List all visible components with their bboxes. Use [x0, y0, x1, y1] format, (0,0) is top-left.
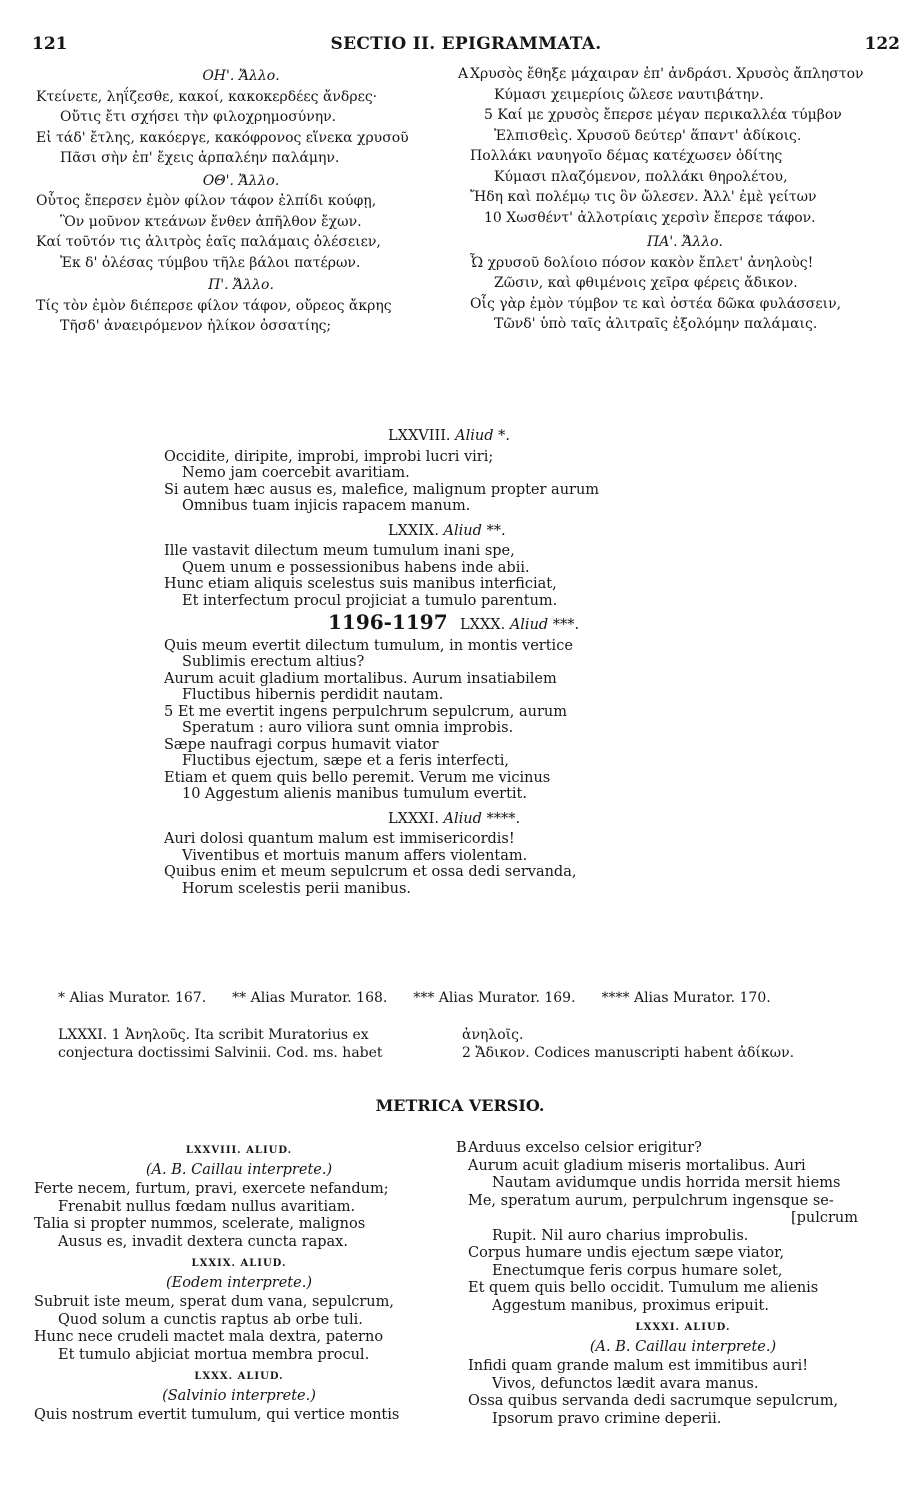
- epigram-heading: [164, 811, 744, 828]
- verse-line: Aurum acuit gladium mortalibus. Aurum insatiabilem: [164, 670, 557, 687]
- note-line: ἀνηλοῖς.: [462, 1027, 524, 1043]
- verse-line: [468, 1411, 898, 1429]
- verse-line: [34, 1347, 444, 1365]
- verse-line: 10 Aggestum alienis manibus tumulum evertit.: [182, 786, 527, 802]
- verse-line: Quem unum e possessionibus habens inde abii.: [182, 559, 530, 576]
- verse-line: [36, 191, 446, 212]
- section-heading: LXXVIII. ALIUD.: [185, 1145, 293, 1156]
- running-header: [32, 34, 900, 58]
- verse-line: [470, 105, 900, 126]
- verse-line: [34, 1312, 444, 1330]
- verse-text: Ὦ χρυσοῦ δολίοιο πόσον κακὸν ἔπλετ' ἀνηλοὺς!: [470, 254, 814, 271]
- verse-line: [470, 314, 900, 335]
- verse-text: Οὔτις ἔτι σχήσει τὴν φιλοχρημοσύνην.: [60, 109, 337, 125]
- verse-text: Ausus es, invadit dextera cuncta rapax.: [58, 1233, 348, 1250]
- verse-text: Aggestum manibus, proximus eripuit.: [492, 1297, 769, 1314]
- verse-line: [470, 187, 900, 208]
- margin-letter: B: [456, 1140, 467, 1156]
- epigram-number: LXXIX.: [388, 522, 439, 539]
- verse-text: Frenabit nullus fœdam nullus avaritiam.: [58, 1198, 356, 1215]
- footnote: **** Alias Murator. 170.: [601, 990, 771, 1006]
- verse-line: [468, 1298, 898, 1316]
- verse-line: [470, 294, 900, 315]
- verse-text: Πᾶσι σὴν ἐπ' ἔχεις ἁρπαλέην παλάμην.: [60, 150, 340, 166]
- verse-text: 10 Χωσθέντ' ἀλλοτρίαις χερσὶν ἔπερσε τάφον.: [484, 209, 816, 226]
- verse-line: [468, 1158, 898, 1176]
- verse-text: Χρυσὸς ἔθηξε μάχαιραν ἐπ' ἀνδράσι. Χρυσὸς ἄπληστον: [470, 66, 864, 82]
- verse-text: Ipsorum pravo crimine deperii.: [492, 1410, 722, 1427]
- verse-text: Corpus humare undis ejectum sæpe viator,: [468, 1245, 785, 1261]
- verse-text: Rupit. Nil auro charius improbulis.: [492, 1227, 749, 1244]
- margin-letter: A: [458, 66, 469, 82]
- verse-line: [470, 126, 900, 147]
- verse-text: Et tumulo abjiciat mortua membra procul.: [58, 1346, 370, 1363]
- interpreter-line: (A. B. Caillau interprete.): [145, 1161, 333, 1178]
- interpreter-line: (Eodem interprete.): [166, 1274, 312, 1291]
- verse-line: [468, 1228, 898, 1246]
- verse-line: [470, 273, 900, 294]
- verse-line: [468, 1210, 898, 1228]
- verse-text: Ferte necem, furtum, pravi, exercete nefandum;: [34, 1181, 389, 1197]
- epigram-title: Aliud *.: [455, 428, 510, 444]
- verse-line: [468, 1376, 898, 1394]
- verse-line: [468, 1393, 898, 1411]
- verse-text: Ἐκ δ' ὀλέσας τύμβου τῆλε βάλοι πατέρων.: [60, 254, 361, 271]
- section-heading: LXXIX. ALIUD.: [191, 1258, 287, 1269]
- section-heading: LXXX. ALIUD.: [194, 1371, 284, 1382]
- verse-line: [470, 85, 900, 106]
- epigram-number: LXXVIII.: [388, 428, 451, 444]
- verse-text: Οἷς γὰρ ἐμὸν τύμβον τε καὶ ὀστέα δῶκα φυλάσσειν,: [470, 295, 842, 312]
- verse-line: Et interfectum procul projiciat a tumulo parentum.: [182, 592, 558, 609]
- greek-column-right: [458, 64, 900, 335]
- note-line: LXXXI. 1 Ἀνηλοῦς. Ita scribit Muratorius ex: [58, 1027, 369, 1043]
- metrica-column-right: [456, 1140, 898, 1428]
- epigram-heading: [164, 523, 744, 540]
- verse-line: [36, 87, 446, 108]
- verse-line: [468, 1245, 898, 1263]
- verse-line: [36, 316, 446, 337]
- footnote: ** Alias Murator. 168.: [232, 990, 388, 1006]
- epigram-heading: ΟΘ'. Ἄλλο.: [202, 172, 280, 189]
- verse-line: Occidite, diripite, improbi, improbi lucri viri;: [164, 448, 494, 465]
- epigram-heading: ΠΑ'. Ἄλλο.: [647, 234, 723, 250]
- verse-line: [470, 146, 900, 167]
- page-number-left: 121: [32, 34, 68, 54]
- verse-line: [36, 212, 446, 233]
- verse-text: Et quem quis bello occidit. Tumulum me alienis: [468, 1280, 819, 1296]
- verse-text: Aurum acuit gladium miseris mortalibus. Auri: [468, 1157, 806, 1174]
- latin-translation: [164, 428, 744, 897]
- verse-line: [468, 1193, 898, 1211]
- epigram-number: LXXXI.: [388, 810, 439, 827]
- greek-column-left: [36, 64, 446, 337]
- verse-line: [456, 1140, 898, 1158]
- verse-line: [34, 1181, 444, 1199]
- verse-text: Τῆσδ' ἀναειρόμενον ἠλίκον ὀσσατίης;: [60, 318, 332, 334]
- verse-text: Arduus excelso celsior erigitur?: [468, 1140, 702, 1156]
- verse-line: Omnibus tuam injicis rapacem manum.: [182, 498, 471, 514]
- verse-line: [36, 232, 446, 253]
- verse-text: Nautam avidumque undis horrida mersit hiems: [492, 1175, 841, 1191]
- verse-text: Οὗτος ἔπερσεν ἐμὸν φίλον τάφον ἐλπίδι κούφῃ,: [36, 193, 377, 209]
- verse-text: Ossa quibus servanda dedi sacrumque sepulcrum,: [468, 1393, 839, 1409]
- verse-line: Hunc etiam aliquis scelestus suis manibus interficiat,: [164, 576, 557, 592]
- footnote: *** Alias Murator. 169.: [413, 990, 576, 1006]
- footnotes: [58, 990, 797, 1006]
- verse-line: [458, 64, 900, 85]
- verse-line: [34, 1216, 444, 1234]
- verse-line: Viventibus et mortuis manum affers violentam.: [182, 847, 528, 864]
- note-line: conjectura doctissimi Salvinii. Cod. ms. habet: [58, 1045, 383, 1061]
- verse-line: [36, 148, 446, 169]
- verse-line: Quibus enim et meum sepulcrum et ossa dedi servanda,: [164, 864, 577, 880]
- verse-line: [470, 167, 900, 188]
- verse-text: [pulcrum: [790, 1210, 858, 1226]
- verse-line: Etiam et quem quis bello peremit. Verum me vicinus: [164, 769, 551, 786]
- verse-text: Ἐλπισθεὶς. Χρυσοῦ δεύτερ' ἅπαντ' ἀδίκοις.: [494, 127, 802, 144]
- verse-text: Εἰ τάδ' ἔτλης, κακόεργε, κακόφρονος εἵνεκα χρυσοῦ: [36, 129, 409, 146]
- verse-text: Πολλάκι ναυηγοῖο δέμας κατέχωσεν ὁδίτης: [470, 148, 783, 164]
- verse-line: [36, 128, 446, 149]
- verse-line: [34, 1234, 444, 1252]
- running-title: SECTIO II. EPIGRAMMATA.: [330, 34, 602, 54]
- verse-text: Quis nostrum evertit tumulum, qui vertice montis: [34, 1407, 400, 1423]
- verse-text: Me, speratum aurum, perpulchrum ingensque se-: [468, 1192, 834, 1209]
- verse-line: [34, 1407, 444, 1425]
- epigram-title: Aliud ****.: [443, 810, 521, 827]
- verse-line: [34, 1294, 444, 1312]
- verse-line: [468, 1263, 898, 1281]
- verse-text: Κύμασι πλαζόμενον, πολλάκι θηρολέτου,: [494, 168, 788, 185]
- verse-line: [470, 253, 900, 274]
- verse-text: Infidi quam grande malum est immitibus auri!: [468, 1358, 809, 1374]
- verse-line: [36, 253, 446, 274]
- verse-text: Τῶνδ' ὑπὸ ταῖς ἀλιτραῖς ἐξολόμην παλάμαις.: [494, 316, 818, 332]
- verse-line: [34, 1329, 444, 1347]
- verse-text: Κύμασι χειμερίοις ὤλεσε ναυτιβάτην.: [494, 86, 764, 103]
- verse-text: Ζῶσιν, καὶ φθιμένοις χεῖρα φέρεις ἄδικον.: [494, 275, 798, 291]
- epigram-heading: Π'. Ἄλλο.: [208, 277, 274, 293]
- page-number-right: 122: [864, 34, 900, 54]
- verse-line: [468, 1175, 898, 1193]
- verse-text: Τίς τὸν ἐμὸν διέπερσε φίλον τάφον, οὔρεος ἄκρης: [36, 297, 392, 314]
- verse-text: Ἤδη καὶ πολέμῳ τις ὃν ὤλεσεν. Ἀλλ' ἐμὲ γείτων: [470, 189, 817, 205]
- verse-line: [468, 1280, 898, 1298]
- verse-line: Fluctibus ejectum, sæpe et a feris interfecti,: [182, 753, 510, 769]
- notes-right: [462, 1026, 902, 1062]
- metrica-column-left: [34, 1138, 444, 1425]
- verse-line: [468, 1358, 898, 1376]
- epigram-number: LXXX.: [460, 617, 506, 633]
- verse-line: Quis meum evertit dilectum tumulum, in montis vertice: [164, 637, 573, 654]
- interpreter-line: (Salvinio interprete.): [162, 1387, 316, 1404]
- verse-text: Hunc nece crudeli mactet mala dextra, paterno: [34, 1329, 384, 1345]
- notes-left: [58, 1026, 448, 1062]
- verse-text: Subruit iste meum, sperat dum vana, sepulcrum,: [34, 1294, 394, 1310]
- verse-line: 5 Et me evertit ingens perpulchrum sepulcrum, aurum: [164, 703, 567, 720]
- verse-text: Quod solum a cunctis raptus ab orbe tuli.: [58, 1311, 363, 1328]
- verse-line: Auri dolosi quantum malum est immisericordis!: [164, 831, 515, 847]
- verse-text: Vivos, defunctos lædit avara manus.: [492, 1375, 759, 1392]
- footnote: * Alias Murator. 167.: [58, 990, 207, 1006]
- epigram-title: Aliud ***.: [509, 617, 580, 633]
- metrica-versio-title: METRICA VERSIO.: [375, 1096, 545, 1115]
- verse-line: Sæpe naufragi corpus humavit viator: [164, 736, 439, 753]
- epigram-heading: [164, 610, 744, 634]
- verse-line: [34, 1199, 444, 1217]
- verse-line: Sublimis erectum altius?: [182, 654, 365, 670]
- verse-line: Fluctibus hibernis perdidit nautam.: [182, 687, 444, 703]
- verse-line: Ille vastavit dilectum meum tumulum inani spe,: [164, 543, 515, 559]
- epigram-heading: ΟΗ'. Ἄλλο.: [202, 68, 280, 84]
- interpreter-line: (A. B. Caillau interprete.): [589, 1338, 777, 1355]
- verse-text: Enectumque feris corpus humare solet,: [492, 1262, 783, 1279]
- column-reference: 1196-1197: [328, 610, 448, 634]
- verse-text: 5 Καί με χρυσὸς ἔπερσε μέγαν περικαλλέα τύμβον: [484, 107, 842, 123]
- verse-line: [36, 296, 446, 317]
- verse-line: [470, 208, 900, 229]
- section-heading: LXXXI. ALIUD.: [635, 1322, 731, 1333]
- verse-text: Talia si propter nummos, scelerate, malignos: [34, 1216, 366, 1232]
- verse-line: [36, 107, 446, 128]
- verse-text: Καί τοῦτόν τις ἀλιτρὸς ἑαῖς παλάμαις ὀλέσειεν,: [36, 234, 381, 250]
- verse-line: Horum scelestis perii manibus.: [182, 880, 412, 897]
- epigram-heading: [164, 428, 744, 445]
- note-line: 2 Ἄδικον. Codices manuscripti habent ἀδίκων.: [462, 1045, 795, 1061]
- verse-line: Nemo jam coercebit avaritiam.: [182, 465, 410, 481]
- verse-text: Ὃν μοῦνον κτεάνων ἔνθεν ἀπῆλθον ἔχων.: [60, 213, 362, 230]
- verse-line: Si autem hæc ausus es, malefice, malignum propter aurum: [164, 481, 600, 498]
- verse-text: Κτείνετε, ληΐζεσθε, κακοί, κακοκερδέες ἄνδρες·: [36, 88, 378, 105]
- verse-line: Speratum : auro viliora sunt omnia improbis.: [182, 720, 514, 736]
- epigram-title: Aliud **.: [443, 522, 506, 539]
